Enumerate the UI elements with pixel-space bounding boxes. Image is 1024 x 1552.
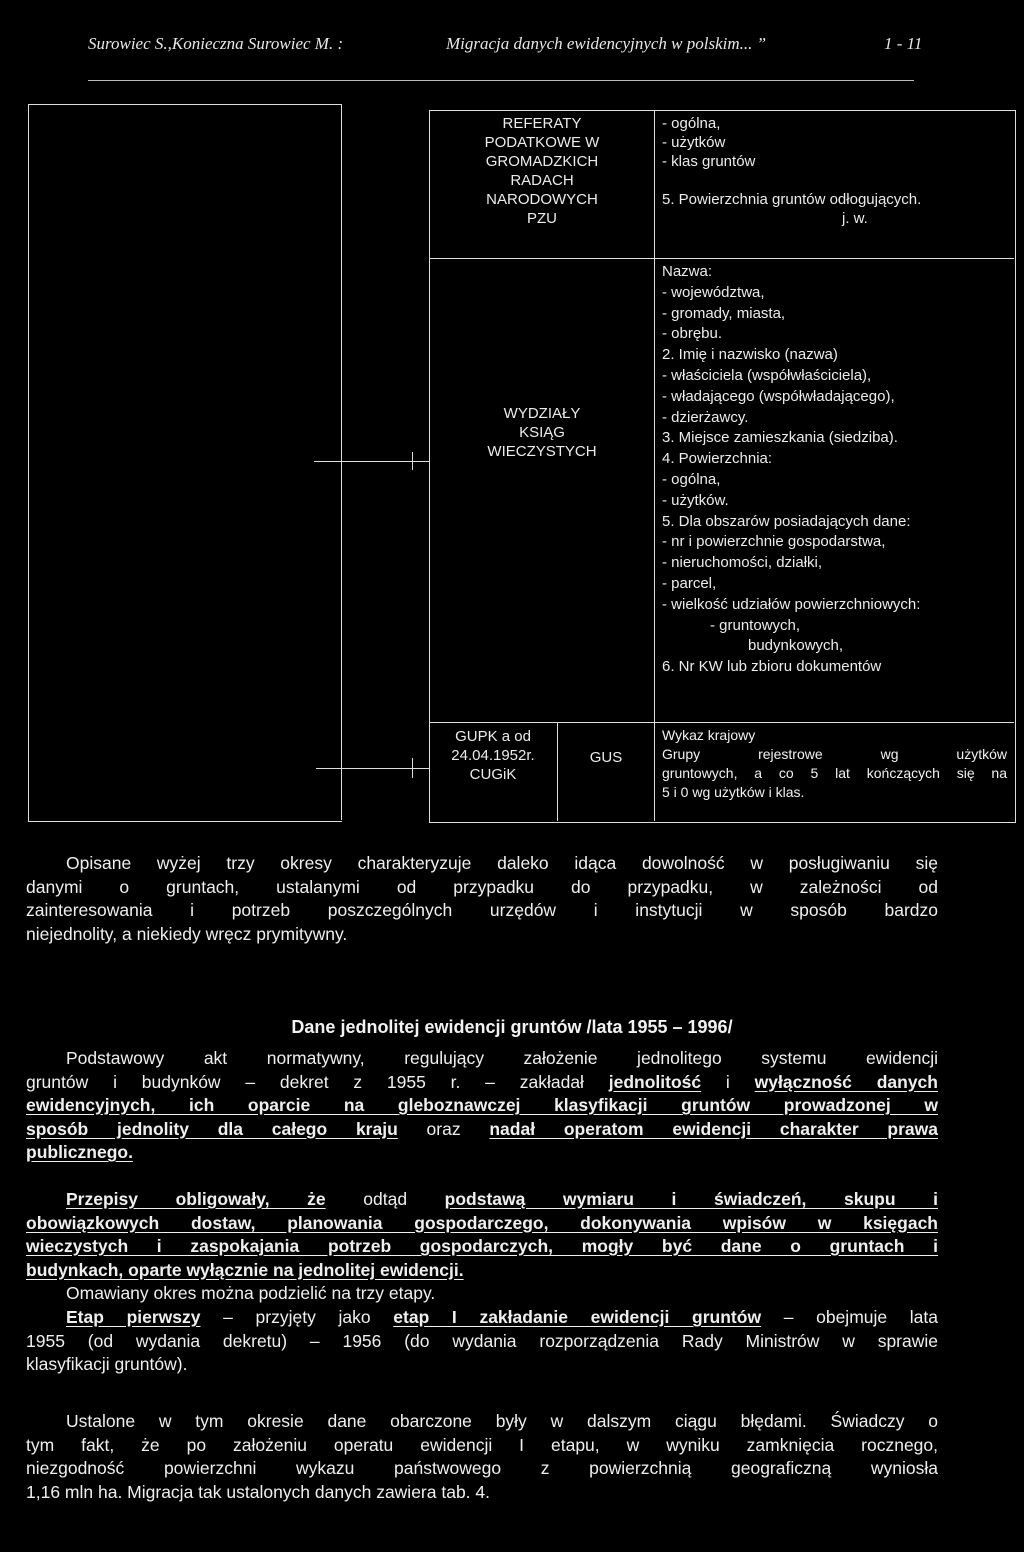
table-inner-left-line bbox=[341, 104, 342, 820]
paragraph-3: Przepisy obligowały, że odtąd podstawą wymiaru i świadczeń, skupu i obowiązkowych dostaw, planowania gospodarczego, dokonywania wpisów w księgach wieczystych i zaspokajania potrzeb gospodarczych, mogły być dane o gruntach i budynkach, oparte wyłącznie na jednolitej ewidencji. bbox=[26, 1189, 938, 1280]
paragraph-4: Omawiany okres można podzielić na trzy etapy. bbox=[66, 1283, 436, 1303]
row2-institutions: WYDZIAŁY KSIĄG WIECZYSTYCH bbox=[487, 405, 597, 460]
connector-gupk-tick bbox=[412, 758, 413, 778]
row3-gus: GUS bbox=[589, 749, 623, 766]
table-gus-divider bbox=[557, 722, 558, 821]
header-title: Migracja danych ewidencyjnych w polskim... ” bbox=[446, 34, 767, 53]
table-left-bracket bbox=[28, 104, 342, 822]
row3-data-scope: Wykaz krajowy Grupy rejestrowe wg użytków gruntowych, a co 5 lat kończących się na 5 i 0 wg użytków i klas. bbox=[662, 727, 1007, 800]
table-row-divider-1 bbox=[429, 258, 1014, 259]
row2-data-scope: Nazwa: - województwa, - gromady, miasta, - obrębu. 2. Imię i nazwisko (nazwa) - właściciela (współwłaściciela), - władającego (współwładającego), - dzierżawcy. 3. Miejsce zamieszkania (siedziba). 4. Powierzchnia: - ogólna, - użytków. 5. Dla obszarów posiadających dane: - nr i powierzchnie gospodarstwa, - nieruchomości, działki, - parcel, - wielkość udziałów powierzchniowych: - gruntowych, budynkowych, 6. Nr KW lub zbioru dokumentów bbox=[662, 263, 921, 676]
paragraph-6: Ustalone w tym okresie dane obarczone były w dalszym ciągu błędami. Świadczy o tym fakt, że po założeniu operatu ewidencji I etapu, w wyniku zamknięcia rocznego, niezgodność powierzchni wykazu państwowego z powierzchnią geograficzną wyniosła 1,16 mln ha. Migracja tak ustalonych danych zawiera tab. 4. bbox=[26, 1411, 938, 1502]
row3-institutions: GUPK a od 24.04.1952r. CUGiK bbox=[451, 728, 535, 783]
connector-wydzialy-tick bbox=[412, 452, 413, 470]
section-heading: Dane jednolitej ewidencji gruntów /lata 1955 – 1996/ bbox=[291, 1017, 733, 1037]
paragraph-5: Etap pierwszy – przyjęty jako etap I zakładanie ewidencji gruntów – obejmuje lata 1955 (od wydania dekretu) – 1956 (do wydania rozporządzenia Rady Ministrów w sprawie klasyfikacji gruntów). bbox=[26, 1307, 938, 1374]
header-authors: Surowiec S.,Konieczna Surowiec M. : bbox=[88, 34, 344, 53]
paragraph-1: Opisane wyżej trzy okresy charakteryzuje daleko idąca dowolność w posługiwaniu się danymi o gruntach, ustalanymi od przypadku do przypadku, w zależności od zainteresowania i potrzeb poszczególnych urzędów i instytucji w sposób bardzo niejednolity, a niekiedy wręcz prymitywny. bbox=[26, 853, 938, 944]
table-row-divider-2 bbox=[429, 722, 1014, 723]
header-rule bbox=[88, 80, 914, 81]
row1-data-scope: - ogólna, - użytków - klas gruntów 5. Powierzchnia gruntów odłogujących. j. w. bbox=[662, 115, 922, 227]
table-column-divider bbox=[654, 110, 655, 821]
row1-institutions: REFERATY PODATKOWE W GROMADZKICH RADACH NARODOWYCH PZU bbox=[484, 115, 600, 227]
paragraph-2: Podstawowy akt normatywny, regulujący założenie jednolitego systemu ewidencji gruntów i budynków – dekret z 1955 r. – zakładał jednolitość i wyłączność danych ewidencyjnych, ich oparcie na gleboznawczej klasyfikacji gruntów prowadzonej w sposób jednolity dla całego kraju oraz nadał operatom ewidencji charakter prawa publicznego. bbox=[26, 1048, 939, 1162]
header-page-number: 1 - 11 bbox=[884, 34, 923, 53]
